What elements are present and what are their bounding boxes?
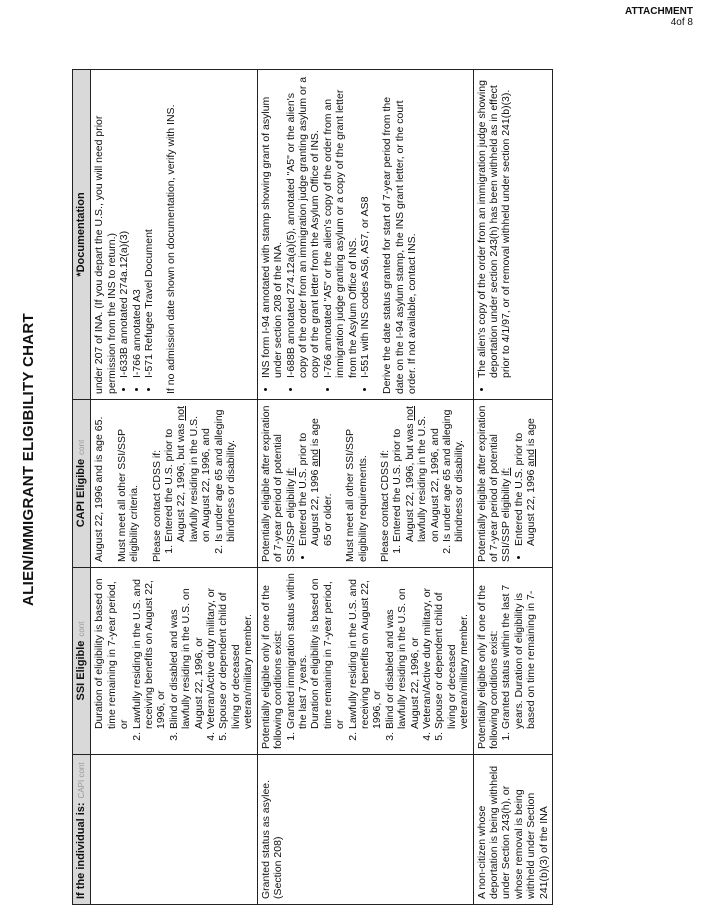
list-item: 4. Veteran/Active duty military, or	[205, 573, 217, 729]
capi-bullets	[297, 405, 334, 562]
doc-cont-text: under 207 of INA. (If you depart the U.S., you will need prior permission from the INS to return.)	[93, 115, 118, 394]
attachment-page: 4of 8	[670, 17, 693, 28]
cell-documentation	[91, 70, 257, 400]
capi-contact-list	[391, 405, 465, 562]
cell-ssi	[473, 568, 552, 755]
list-item: • The alien's copy of the order from an immigration judge showing deportation under section 243(h) has been withheld as in effect prior to 4/1/97, or of removal withheld under section 241(b)(3).	[476, 75, 513, 378]
list-item: 3. Blind or disabled and was lawfully residing in the U.S. on August 22, 1996, or	[168, 573, 205, 729]
header-ssi: SSI Eligiblecont	[73, 568, 91, 755]
list-item: 1. Granted immigration status within the last 7 years. Duration of eligibility is based on time remaining in 7-year period, or	[285, 573, 347, 729]
list-item: 1. Entered the U.S. prior to August 22, 1996, but was not lawfully residing in the U.S. on August 22, 1996, and	[163, 405, 213, 542]
ssi-conditions-list	[285, 573, 471, 749]
list-item: • I-571 Refugee Travel Document	[143, 75, 155, 378]
table-row	[91, 70, 257, 905]
capi-intro: Potentially eligible after expiration of 7-year period of potential SSI/SSP eligibility if:	[259, 405, 297, 562]
capi-meet-text: Must meet all other SSI/SSP eligibility criteria.	[115, 429, 141, 562]
cell-ssi	[91, 568, 257, 755]
ssi-intro: Potentially eligible only if one of the following conditions exist:	[475, 584, 500, 749]
header-capi: CAPI Eligiblecont	[73, 400, 91, 568]
doc-note: Derive the date status granted for start of 7-year period from the date on the I-94 asylum stamp, the INS grant letter, or the court order. If not available, contact INS.	[381, 96, 419, 394]
header-row	[73, 70, 91, 905]
cell-documentation	[257, 70, 473, 400]
ssi-cont-text: Duration of eligibility is based on time remaining in 7-year period, or	[93, 578, 131, 729]
list-item: • I-688B annotated 274.12a(a)(5), annotated "A5" or the alien's copy of the order from an immigration judge granting asylum or a copy of the grant letter from the Asylum Office of INS.	[285, 75, 322, 378]
capi-meet-text: Must meet all other SSI/SSP eligibility requirements.	[344, 429, 369, 562]
cell-individual	[91, 755, 257, 905]
doc-list	[118, 75, 155, 394]
header-documentation: *Documentation	[73, 70, 91, 400]
cell-documentation	[473, 70, 552, 400]
cell-capi	[257, 400, 473, 568]
cell-capi	[91, 400, 257, 568]
list-item: 2. Is under age 65 and alleging blindness or disability.	[441, 405, 466, 542]
ssi-intro: Potentially eligible only if one of the following conditions exist:	[259, 584, 285, 749]
table-row	[473, 70, 552, 905]
list-item: • Entered the U.S. prior to August 22, 1996 and is age 65 or older.	[297, 405, 334, 546]
capi-contact-text: Please contact CDSS if:	[378, 449, 391, 562]
list-item: • I-633B annotated 274a.12(a)(3)	[118, 75, 130, 378]
capi-contact-text: Please contact CDSS if:	[150, 449, 163, 562]
cell-individual: A non-citizen whose deportation is being withheld under Section 243(h), or whose removal is being withheld under Section 241(b)(3) of the INA	[473, 755, 552, 905]
list-item: 5. Spouse or dependent child of living or deceased veteran/military member.	[433, 573, 470, 729]
list-item: • Entered the U.S. prior to August 22, 1996 and is age	[513, 405, 538, 546]
list-item: • I-551 with INS codes AS6, AS7, or AS8	[359, 75, 371, 378]
list-item: • I-766 annotated A3	[131, 75, 143, 378]
list-item: • INS form I-94 annotated with stamp showing grant of asylum under section 208 of the INA.	[260, 75, 285, 378]
cell-ssi	[257, 568, 473, 755]
list-item: 1. Entered the U.S. prior to August 22, 1996, but was not lawfully residing in the U.S. on August 22, 1996, and	[391, 405, 441, 542]
capi-cont-text: August 22, 1996 and is age 65.	[93, 416, 106, 562]
list-item: 2. Lawfully residing in the U.S. and receiving benefits on August 22, 1996, or	[347, 573, 384, 729]
capi-bullets	[513, 405, 538, 562]
eligibility-table	[72, 69, 553, 905]
list-item: 1. Granted status within the last 7 years. Duration of eligibility is based on time remaining in 7-	[500, 573, 537, 729]
list-item: 2. Is under age 65 and alleging blindness or disability.	[213, 405, 238, 542]
list-item: • I-766 annotated "A5" or the alien's copy of the order from an immigration judge granting asylum or a copy of the grant letter from the Asylum Office of INS.	[322, 75, 359, 378]
doc-note: If no admission date shown on documentation, verify with INS.	[165, 104, 178, 394]
list-item: 4. Veteran/Active duty military, or	[421, 573, 433, 729]
capi-contact-list	[163, 405, 237, 562]
doc-list	[476, 75, 513, 394]
header-individual: If the individual is:CAPI cont	[73, 755, 91, 905]
cell-individual: Granted status as asylee. (Section 208)	[257, 755, 473, 905]
capi-intro: Potentially eligible after expiration of 7-year period of potential SSI/SSP eligibility if:	[475, 405, 513, 562]
list-item: 3. Blind or disabled and was lawfully residing in the U.S. on August 22, 1996, or	[384, 573, 421, 729]
ssi-conditions-list	[500, 573, 537, 749]
ssi-conditions-list	[131, 573, 255, 749]
attachment-title: ATTACHMENT	[625, 6, 693, 17]
table-row	[257, 70, 473, 905]
cell-capi	[473, 400, 552, 568]
list-item: 2. Lawfully residing in the U.S. and receiving benefits on August 22, 1996, or	[131, 573, 168, 729]
doc-list	[260, 75, 372, 394]
page-title: ALIEN/IMMIGRANT ELIGIBILITY CHART	[20, 313, 37, 606]
list-item: 5. Spouse or dependent child of living or deceased veteran/military member.	[217, 573, 254, 729]
